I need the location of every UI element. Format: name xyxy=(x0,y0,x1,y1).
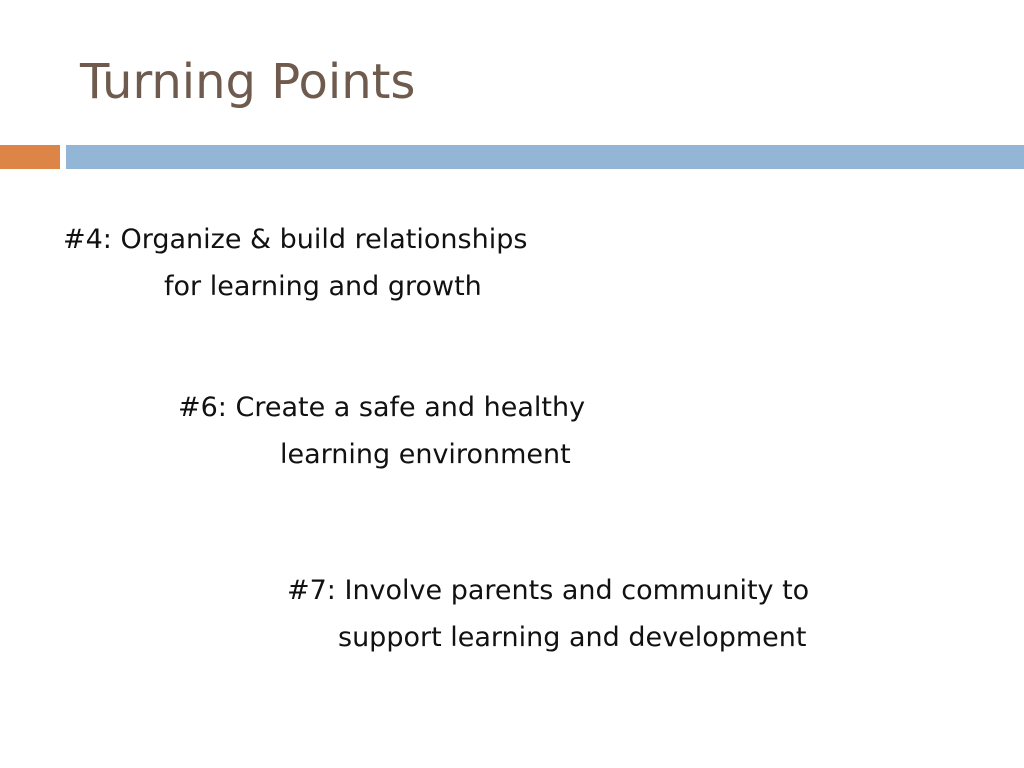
turning-point-6 xyxy=(178,384,585,478)
turning-point-4-line-1: #4: Organize & build relationships xyxy=(63,224,528,255)
slide-title: Turning Points xyxy=(80,54,416,110)
title-accent-bar xyxy=(0,145,60,169)
turning-point-7-line-1: #7: Involve parents and community to xyxy=(287,575,810,606)
turning-point-4 xyxy=(63,216,527,310)
turning-point-6-line-1: #6: Create a safe and healthy xyxy=(178,392,586,423)
turning-point-7-line-2: support learning and development xyxy=(338,622,807,653)
turning-point-6-line-2: learning environment xyxy=(280,439,571,470)
turning-point-7 xyxy=(287,567,809,661)
turning-point-4-line-2: for learning and growth xyxy=(164,271,482,302)
title-divider-bar xyxy=(66,145,1024,169)
